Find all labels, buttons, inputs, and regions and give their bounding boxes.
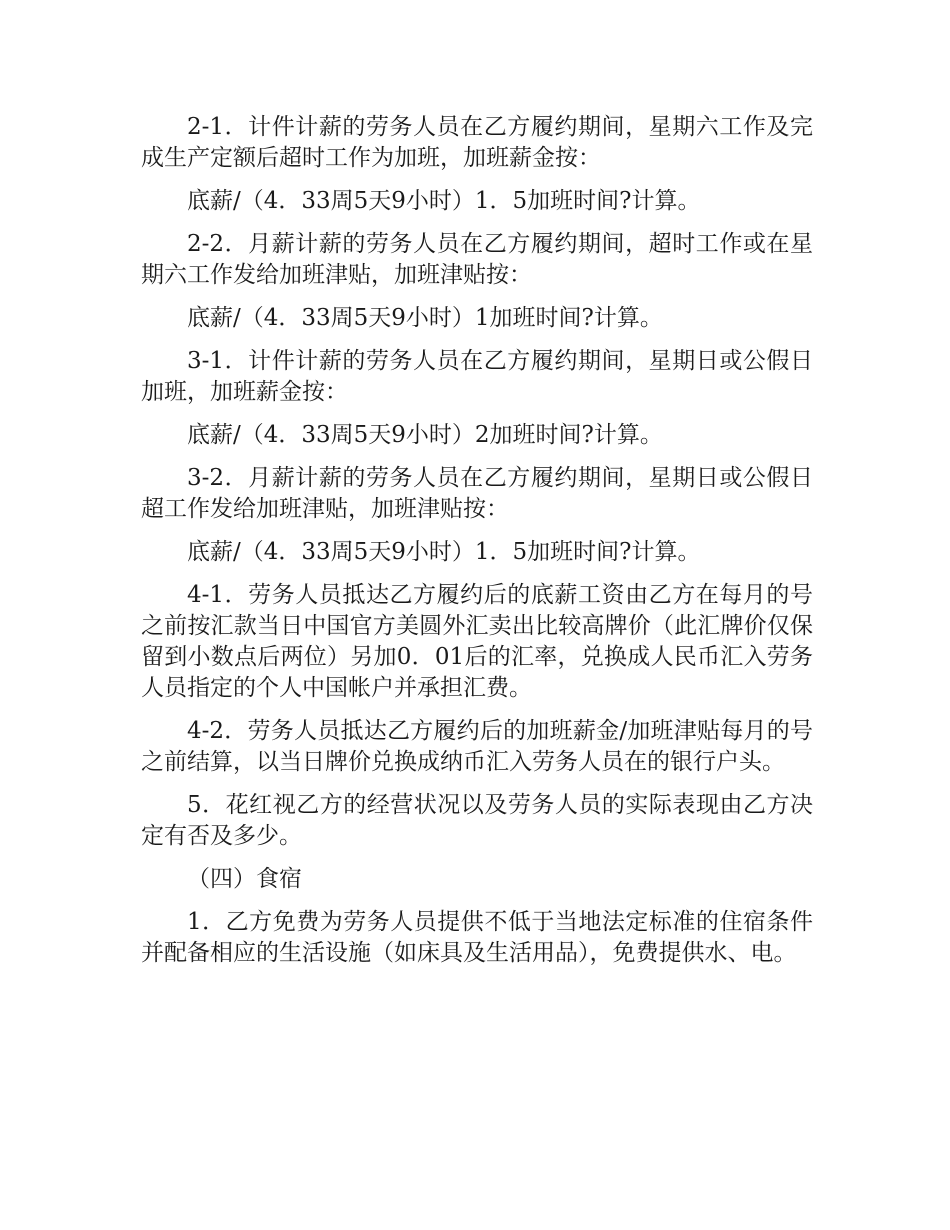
- section-heading-meals-lodging: （四）食宿: [187, 866, 302, 892]
- document-page: [141, 112, 813, 981]
- clause-2-2: 2-2．月薪计薪的劳务人员在乙方履约期间，超时工作或在星期六工作发给加班津贴，加班津贴按：: [141, 231, 813, 288]
- clause-4-1: 4-1．劳务人员抵达乙方履约后的底薪工资由乙方在每月的号之前按汇款当日中国官方美圆外汇卖出比较高牌价（此汇牌价仅保留到小数点后两位）另加0．01后的汇率，兑换成人民币汇入劳务人员指定的个人中国帐户并承担汇费。: [141, 582, 813, 701]
- clause-2-1: 2-1．计件计薪的劳务人员在乙方履约期间，星期六工作及完成生产定额后超时工作为加班，加班薪金按：: [141, 114, 813, 171]
- clause-4-2: 4-2．劳务人员抵达乙方履约后的加班薪金/加班津贴每月的号之前结算，以当日牌价兑换成纳币汇入劳务人员在的银行户头。: [141, 718, 813, 775]
- clause-3-2: 3-2．月薪计薪的劳务人员在乙方履约期间，星期日或公假日超工作发给加班津贴，加班津贴按：: [141, 465, 813, 522]
- formula-2-1: 底薪/（4．33周5天9小时）1．5加班时间?计算。: [187, 188, 701, 214]
- formula-2-2: 底薪/（4．33周5天9小时）1加班时间?计算。: [187, 305, 663, 331]
- formula-3-1: 底薪/（4．33周5天9小时）2加班时间?计算。: [187, 422, 663, 448]
- clause-5: 5．花红视乙方的经营状况以及劳务人员的实际表现由乙方决定有否及多少。: [141, 792, 813, 849]
- formula-3-2: 底薪/（4．33周5天9小时）1．5加班时间?计算。: [187, 539, 701, 565]
- clause-3-1: 3-1．计件计薪的劳务人员在乙方履约期间，星期日或公假日加班，加班薪金按：: [141, 348, 813, 405]
- clause-lodging-1: 1．乙方免费为劳务人员提供不低于当地法定标准的住宿条件并配备相应的生活设施（如床具及生活用品），免费提供水、电。: [141, 909, 813, 966]
